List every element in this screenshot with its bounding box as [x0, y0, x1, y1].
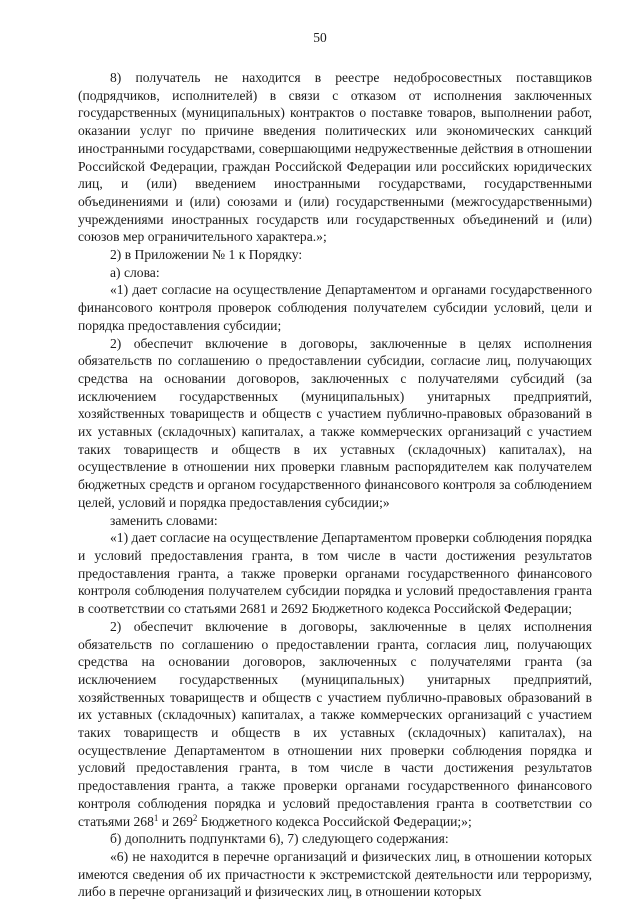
paragraph-replace-with: заменить словами:: [110, 512, 218, 528]
article-ref-conjunction: и: [158, 813, 173, 829]
paragraph-new-item-2-end: Бюджетного кодекса Российской Федерации;»;: [197, 813, 472, 829]
paragraph-item-8: 8) получатель не находится в реестре недобросовестных поставщиков (подрядчиков, исполнителей) в связи с отказом от исполнения заключенных государственных (муниципальных) контрактов о поставке товаров, выполнении работ, оказании услуг по причине введения политических или экономических санкций иностранными государствами, совершающими недружественные действия в отношении Российской Федерации, граждан Российской Федерации или российских юридических лиц, и (или) введением иностранными государствами, государственными объединениями и (или) союзами и (или) государственными (межгосударственными) учреждениями иностранных государств или государственных объединений и (или) союзов мер ограничительного характера.»;: [78, 70, 592, 245]
paragraph-words: а) слова:: [110, 264, 160, 280]
article-ref-268-superscript: 1: [153, 812, 159, 823]
page-number: 50: [313, 30, 327, 45]
article-ref-269: 269: [172, 813, 193, 829]
paragraph-old-item-1: «1) дает согласие на осуществление Департаментом и органами государственного финансового контроля проверок соблюдения получателем субсидии условий, цели и порядка предоставления субсидии;: [78, 282, 592, 333]
paragraph-add-subitems: б) дополнить подпунктами 6), 7) следующего содержания:: [110, 831, 449, 847]
article-ref-269-superscript: 2: [192, 812, 198, 823]
paragraph-old-item-2: 2) обеспечит включение в договоры, заключенные в целях исполнения обязательств по соглашению о предоставлении субсидии, согласие лиц, получающих средства на основании договоров, заключенных с получателями субсидий (за исключением государственных (муниципальных) унитарных предприятий, хозяйственных товариществ и обществ с участием публично-правовых образований в их уставных (складочных) капиталах, а также коммерческих организаций с участием таких товариществ и обществ в их уставных (складочных) капиталах), на осуществление в отношении них проверки главным распорядителем как получателем бюджетных средств и органом государственного финансового контроля за соблюдением целей, условий и порядка предоставления субсидии;»: [78, 335, 592, 510]
paragraph-new-item-6: «6) не находится в перечне организаций и физических лиц, в отношении которых имеются сведения об их причастности к экстремистской деятельности или терроризму, либо в перечне организаций и физических лиц, в отношении которых: [78, 848, 592, 900]
article-ref-268: 268: [133, 813, 154, 829]
paragraph-new-item-2-text: 2) обеспечит включение в договоры, заключенные в целях исполнения обязательств по соглашению о предоставлении гранта, согласия лиц, получающих средства на основании договоров, заключенных с получателями гранта (за исключением государственных (муниципальных) унитарных предприятий, хозяйственных товариществ и обществ с участием публично-правовых образований в их уставных (складочных) капиталах, а также коммерческих организаций с участием таких товариществ и обществ в их уставных (складочных) капиталах), на осуществление Департаментом в отношении них проверки соблюдения порядка и условий предоставления гранта, в том числе в части достижения результатов предоставления гранта, а также проверки органами государственного финансового контроля соблюдения порядка и условий предоставления гранта в соответствии со статьями: [78, 618, 592, 829]
paragraph-new-item-2: [78, 618, 592, 830]
paragraph-appendix-1: 2) в Приложении № 1 к Порядку:: [110, 247, 303, 263]
document-body: [78, 69, 592, 901]
paragraph-new-item-1: «1) дает согласие на осуществление Департаментом проверки соблюдения порядка и условий предоставления гранта, в том числе в части достижения результатов предоставления гранта, а также проверки органами государственного финансового контроля соблюдения получателем субсидии порядка и условий предоставления гранта в соответствии со статьями 2681 и 2692 Бюджетного кодекса Российской Федерации;: [78, 530, 592, 617]
